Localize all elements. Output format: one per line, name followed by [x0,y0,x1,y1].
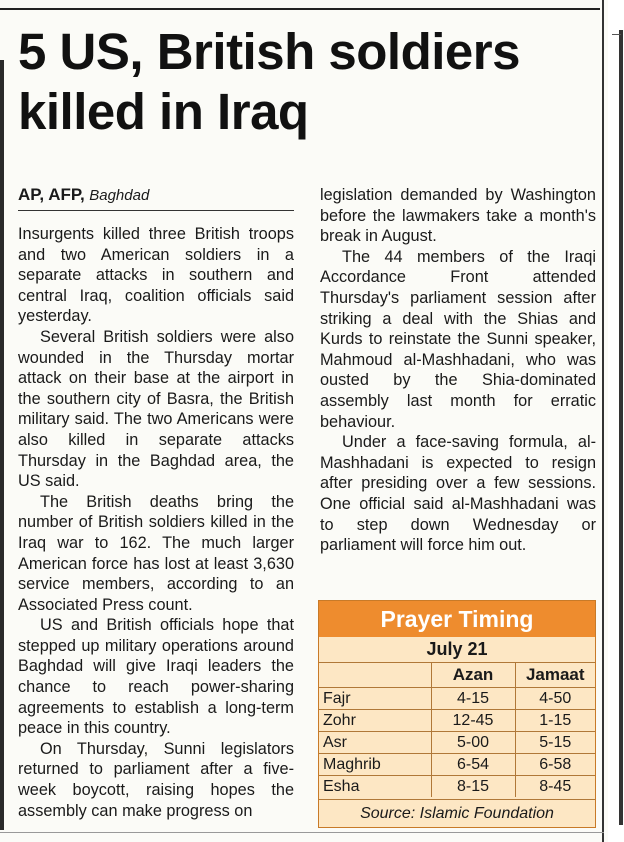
paragraph: On Thursday, Sunni legislators returned to parliament after a five-week boycott, raising hopes the assembly can make progress on [18,739,294,820]
prayer-timing-title: Prayer Timing [319,601,595,637]
headline-line-2: killed in Iraq [18,83,309,140]
jamaat-time: 8-45 [515,776,595,798]
adjacent-page-edge [608,0,624,842]
paragraph: US and British officials hope that stepped up military operations around Baghdad will give Iraqi leaders the chance to reach power-sharing agreements to establish a long-term peace in this country. [18,616,294,738]
header-azan: Azan [431,663,515,688]
azan-time: 12-45 [431,710,515,732]
table-row [319,688,595,710]
byline [18,184,294,211]
headline [18,22,598,142]
paragraph: Under a face-saving formula, al-Mashhadani is expected to resign after presiding over a few sessions. One official said al-Mashhadani was to step down Wednesday or parliament will force him out. [320,433,596,555]
azan-time: 5-00 [431,732,515,754]
prayer-timing-box [318,600,596,828]
paragraph: legislation demanded by Washington before the lawmakers take a month's break in August. [320,186,596,246]
prayer-name: Asr [323,733,347,751]
adjacent-column-rule [619,30,623,825]
byline-place: Baghdad [89,187,150,204]
azan-time: 6-54 [431,754,515,776]
table-header-row [319,663,595,688]
paragraph: Insurgents killed three British troops and two American soldiers in a separate attacks in southern and central Iraq, coalition officials said yesterday. [18,225,294,326]
jamaat-time: 6-58 [515,754,595,776]
prayer-name: Esha [323,777,360,795]
bottom-rule [0,832,604,833]
table-row [319,710,595,732]
article-column-left [18,224,294,821]
top-rule [0,8,600,10]
prayer-timing-source: Source: Islamic Foundation [319,799,595,827]
byline-agencies: AP, AFP, [18,185,85,204]
table-row [319,754,595,776]
prayer-name: Maghrib [323,755,381,773]
prayer-name: Zohr [323,711,356,729]
article-column-right [320,185,596,556]
column-divider-rule [602,0,604,842]
paragraph: The 44 members of the Iraqi Accordance Front attended Thursday's parliament session after striking a deal with the Shias and Kurds to reinstate the Sunni speaker, Mahmoud al-Mashhadani, who was ousted by the Shia-dominated assembly last month for erratic behaviour. [320,247,596,431]
left-rule [0,60,4,830]
headline-line-1: 5 US, British soldiers [18,23,520,80]
prayer-timing-table [319,663,595,797]
paragraph: The British deaths bring the number of British soldiers killed in the Iraq war to 162. The much larger American force has lost at least 3,630 service members, according to an Associated Press count. [18,492,294,614]
adjacent-tick [612,34,621,35]
jamaat-time: 5-15 [515,732,595,754]
paragraph: Several British soldiers were also wounded in the Thursday mortar attack on their base at the airport in the southern city of Basra, the British military said. The two Americans were also killed in separate attacks Thursday in the Baghdad area, the US said. [18,327,294,491]
header-empty [319,663,431,688]
prayer-name: Fajr [323,689,351,707]
table-row [319,732,595,754]
azan-time: 8-15 [431,776,515,798]
jamaat-time: 4-50 [515,688,595,710]
table-row [319,776,595,798]
jamaat-time: 1-15 [515,710,595,732]
prayer-timing-date: July 21 [319,637,595,663]
azan-time: 4-15 [431,688,515,710]
header-jamaat: Jamaat [515,663,595,688]
